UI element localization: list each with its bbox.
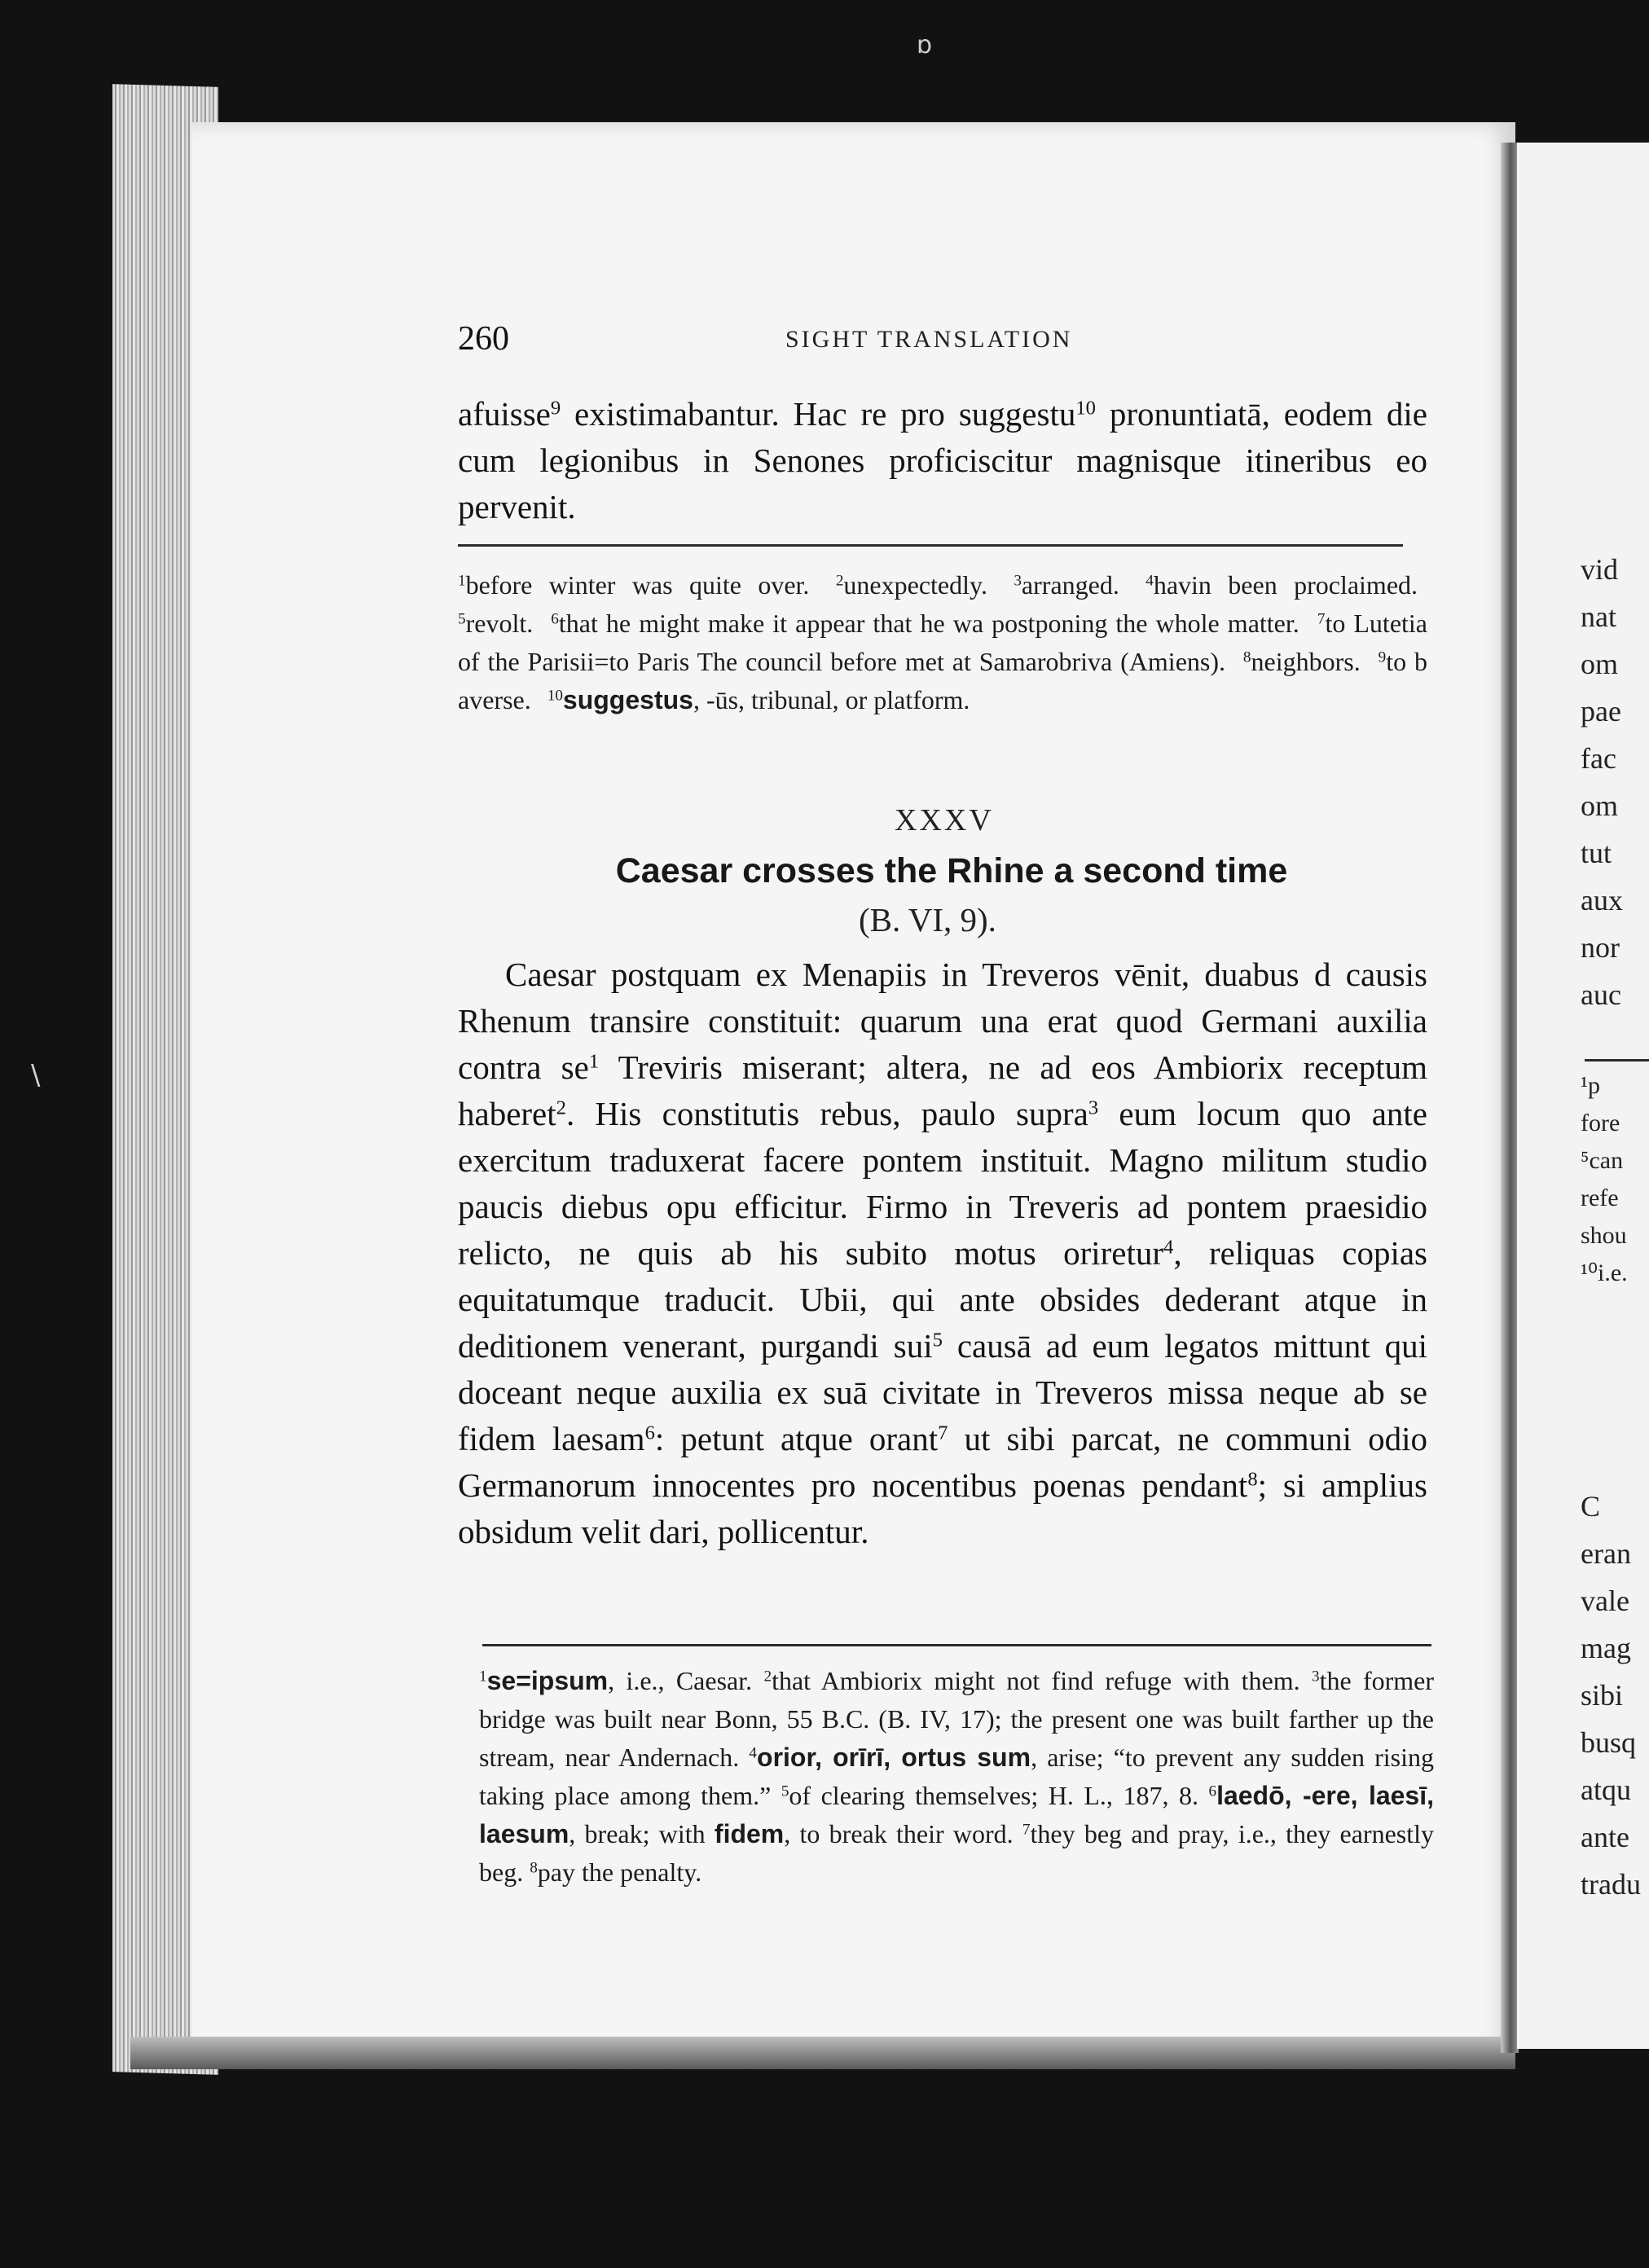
right-page-line: pae xyxy=(1581,695,1621,727)
right-page-line: nor xyxy=(1581,931,1620,964)
right-page-line: shou xyxy=(1581,1222,1627,1249)
footnote-ref: 2 xyxy=(556,1097,566,1119)
running-title: SIGHT TRANSLATION xyxy=(785,326,1073,353)
page-number: 260 xyxy=(458,320,509,358)
right-page-text-bottom xyxy=(1581,1483,1641,1908)
dust-speck: ɒ xyxy=(917,31,933,59)
right-page-line: vale xyxy=(1581,1585,1629,1617)
opening-paragraph: afuisse$^9$ existimabantur. Hac re pro suggestu$^{10}$ pronuntiatā, eodem die cum legionibus in Senones proficiscitur magnisque itineribus eo pervenit. xyxy=(458,395,1427,525)
right-page-line: sibi xyxy=(1581,1679,1624,1712)
right-page-line: ante xyxy=(1581,1821,1629,1853)
dust-speck: \ xyxy=(31,1059,41,1092)
right-page-line: om xyxy=(1581,648,1619,680)
footnote-item: $^{10}$suggestus, -ūs, tribunal, or platform. xyxy=(547,685,970,714)
right-page-line: auc xyxy=(1581,978,1621,1011)
right-page-line: C xyxy=(1581,1490,1601,1523)
footnote-item: $^9$to b averse. xyxy=(458,647,1428,714)
footnotes-block-1 xyxy=(458,566,1427,719)
book-gutter xyxy=(1501,143,1519,2053)
footnote-item: $^5$revolt. xyxy=(458,609,534,638)
right-page-line: aux xyxy=(1581,884,1623,916)
main-paragraph: Caesar postquam ex Menapiis in Treveros vēnit, duabus d causis Rhenum transire constituit: quarum una erat quod Germani auxilia contra $se^1$ Treviris miserant; altera, ne ad eos Ambiorix receptum haberet$^2$. His constitutis rebus, paulo supra$^3$ eum locum quo ante exercitum traduxerat facere pontem instituit. Magno militum studio paucis diebus opu efficitur. Firmo in Treveris ad pontem praesidio relicto, ne quis ab his subito motus oriretur$^4$, reliquas copias equitatumque traducit. Ubii, qui ante obsides dederant atque in deditionem venerant, purgandi sui$^5$ causā ad eum legatos mittunt qui doceant neque auxilia ex suā civitate in Treveros missa neque ab se fidem laesam$^6$: petunt atque orant$^7$ ut sibi parcat, ne communi odio Germanorum innocentes pro nocentibus poenas pendant$^8$; si amplius obsidum velit dari, pollicentur. xyxy=(458,956,1428,1550)
right-page-line: ⁵can xyxy=(1581,1147,1624,1174)
footnote-item: $^4$havin been proclaimed. xyxy=(1146,570,1418,600)
right-page-line: busq xyxy=(1581,1726,1637,1759)
footnote-ref: 8 xyxy=(1247,1468,1258,1491)
footnote-ref: 9 xyxy=(550,397,561,420)
section-reference: (B. VI, 9). xyxy=(859,901,996,938)
section-title: Caesar crosses the Rhine a second time xyxy=(615,851,1288,890)
right-page-line: eran xyxy=(1581,1537,1631,1570)
footnote-ref: 5 xyxy=(932,1329,943,1352)
right-page-line: vid xyxy=(1581,553,1619,586)
footnote-item: $^1$before winter was quite over. xyxy=(458,570,810,600)
right-page-line: ¹⁰i.e. xyxy=(1581,1259,1628,1286)
footnote-divider xyxy=(482,1644,1431,1646)
footnote-ref: 3 xyxy=(1088,1097,1099,1119)
footnote-ref: 6 xyxy=(644,1422,655,1444)
footnotes-block-2: $^1$se=ipsum, i.e., Caesar. $^2$that Ambiorix might not find refuge with them. $^3$the former bridge was built near Bonn, 55 B.C. (B. IV, 17); the present one was built farther up the stream, near Andernach. $^4$orior, orīrī, ortus sum, arise; “to prevent any sudden rising taking place among them.” $^5$of clearing themselves; H. L., 187, 8. $^6$laedō, -ere, laesī, laesum, break; with fidem, to break their word. $^7$they beg and pray, i.e., they earnestly beg. $^8$pay the penalty. xyxy=(479,1666,1435,1887)
right-page-line: mag xyxy=(1581,1632,1631,1664)
right-page-line: refe xyxy=(1581,1185,1619,1211)
footnote-ref: 4 xyxy=(1163,1236,1174,1259)
right-page-line: fac xyxy=(1581,742,1616,775)
right-page-line: tradu xyxy=(1581,1868,1641,1901)
section-number: XXXV xyxy=(895,803,994,837)
footnote-divider xyxy=(458,544,1403,547)
right-page-text-top xyxy=(1581,546,1623,1018)
footnote-ref: 1 xyxy=(588,1050,600,1073)
right-page-notes xyxy=(1581,1067,1628,1292)
footnote-item: $^2$unexpectedly. xyxy=(835,570,987,600)
running-head xyxy=(458,319,1419,368)
right-page-line: atqu xyxy=(1581,1774,1631,1806)
right-page-divider xyxy=(1585,1059,1649,1061)
footnote-item: $^6$that he might make it appear that he wa postponing the whole matter. xyxy=(551,609,1299,638)
footnote-item: $^8$neighbors. xyxy=(1242,647,1361,676)
right-page-line: ¹p xyxy=(1581,1072,1600,1099)
right-page-line: tut xyxy=(1581,837,1612,869)
footnote-ref: 10 xyxy=(1075,397,1096,420)
right-page-line: om xyxy=(1581,789,1619,822)
footnote-item: $^3$arranged. xyxy=(1014,570,1119,600)
right-page-line: fore xyxy=(1581,1110,1620,1136)
right-page-line: nat xyxy=(1581,600,1616,633)
footnote-ref: 7 xyxy=(938,1422,948,1444)
footnote-item: $^7$to Lutetia of the Parisii=to Paris The council before met at Samarobriva (Amiens). xyxy=(458,609,1428,676)
book-bottom-edge xyxy=(130,2037,1515,2069)
